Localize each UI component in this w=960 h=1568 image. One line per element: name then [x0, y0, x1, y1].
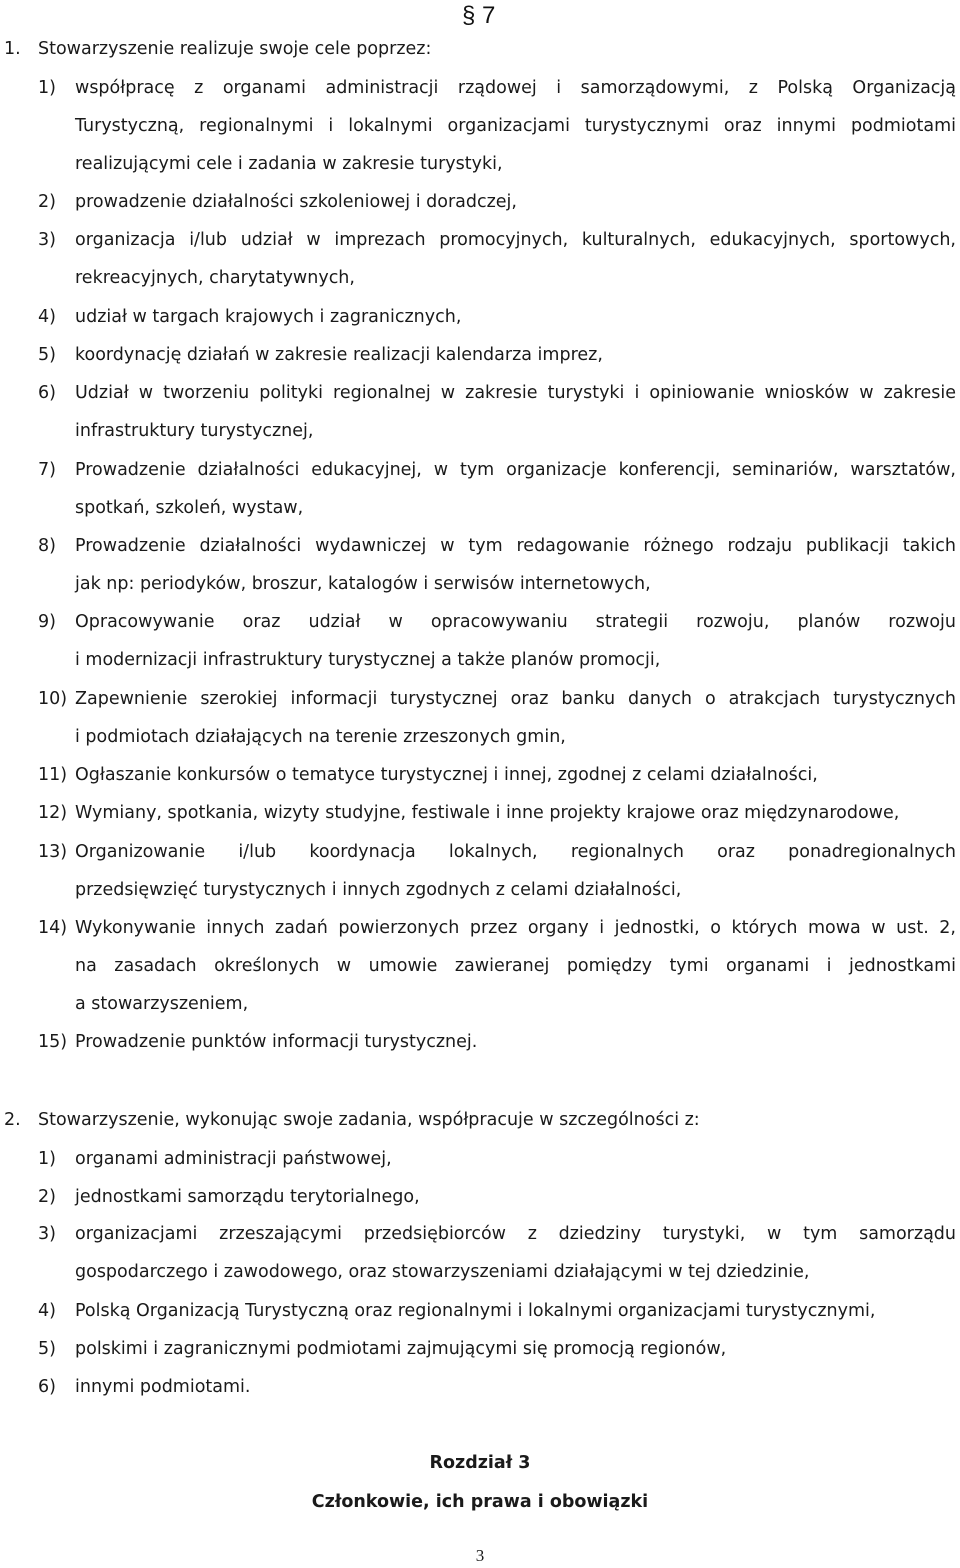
- list-item-line: Prowadzenie punktów informacji turystycznej.: [75, 1032, 478, 1052]
- point-1-number: 1.: [4, 39, 21, 59]
- list-item-number: 10): [38, 689, 68, 709]
- list-item-line: Turystyczną, regionalnymi i lokalnymi organizacjami turystycznymi oraz innymi podmiotami: [75, 116, 956, 136]
- point-2-number: 2.: [4, 1110, 21, 1130]
- list-item-line: Organizowanie i/lub koordynacja lokalnych, regionalnych oraz ponadregionalnych: [75, 842, 956, 862]
- list-item-line: udział w targach krajowych i zagranicznych,: [75, 307, 462, 327]
- list-item-line: infrastruktury turystycznej,: [75, 421, 314, 441]
- list-item-line: prowadzenie działalności szkoleniowej i doradczej,: [75, 192, 517, 212]
- list-item-line: spotkań, szkoleń, wystaw,: [75, 498, 304, 518]
- chapter-number: Rozdział 3: [429, 1453, 531, 1473]
- list-item-number: 11): [38, 765, 68, 785]
- list-item: [38, 916, 956, 1016]
- list-item-line: Zapewnienie szerokiej informacji turystycznej oraz banku danych o atrakcjach turystycznych: [75, 689, 956, 709]
- list-item-line: organami administracji państwowej,: [75, 1149, 392, 1169]
- list-item-line: organizacjami zrzeszającymi przedsiębiorców z dziedziny turystyki, w tym samorządu: [75, 1224, 956, 1244]
- list-item-line: a stowarzyszeniem,: [75, 994, 249, 1014]
- list-item: [38, 1147, 956, 1171]
- list-item: [38, 381, 956, 443]
- list-item-number: 12): [38, 803, 68, 823]
- list-item: [38, 534, 956, 596]
- list-item: [38, 1337, 956, 1361]
- list-item-line: koordynację działań w zakresie realizacji kalendarza imprez,: [75, 345, 603, 365]
- list-item-number: 3): [38, 230, 56, 250]
- list-item-number: 2): [38, 1187, 56, 1207]
- list-item-number: 5): [38, 1339, 56, 1359]
- list-item-line: polskimi i zagranicznymi podmiotami zajmującymi się promocją regionów,: [75, 1339, 727, 1359]
- list-item: [38, 1030, 956, 1054]
- list-item: [38, 1299, 956, 1323]
- list-item-number: 1): [38, 78, 56, 98]
- list-item-line: Polską Organizacją Turystyczną oraz regionalnymi i lokalnymi organizacjami turystycznymi,: [75, 1301, 876, 1321]
- page-number: 3: [475, 1546, 485, 1565]
- list-item: [38, 305, 956, 329]
- list-item: [38, 343, 956, 367]
- list-item-number: 3): [38, 1224, 56, 1244]
- list-item-line: rekreacyjnych, charytatywnych,: [75, 268, 355, 288]
- list-item: [38, 1375, 956, 1399]
- list-item: [38, 1185, 956, 1209]
- list-item-line: i modernizacji infrastruktury turystycznej a także planów promocji,: [75, 650, 661, 670]
- list-item-number: 7): [38, 460, 56, 480]
- list-item-line: Ogłaszanie konkursów o tematyce turystycznej i innej, zgodnej z celami działalności,: [75, 765, 818, 785]
- list-item-line: i podmiotach działających na terenie zrzeszonych gmin,: [75, 727, 566, 747]
- list-item-line: na zasadach określonych w umowie zawieranej pomiędzy tymi organami i jednostkami: [75, 956, 956, 976]
- list-item: [38, 1222, 956, 1284]
- list-item-line: Prowadzenie działalności wydawniczej w tym redagowanie różnego rodzaju publikacji takich: [75, 536, 956, 556]
- list-item-line: innymi podmiotami.: [75, 1377, 251, 1397]
- list-item: [38, 610, 956, 672]
- list-item: [38, 763, 956, 787]
- section-number: § 7: [462, 2, 496, 29]
- list-item: [38, 687, 956, 749]
- list-item: [38, 840, 956, 902]
- list-item-number: 5): [38, 345, 56, 365]
- list-item-number: 14): [38, 918, 68, 938]
- list-item: [38, 190, 956, 214]
- list-item: [38, 76, 956, 176]
- list-item-line: organizacja i/lub udział w imprezach promocyjnych, kulturalnych, edukacyjnych, sportowych,: [75, 230, 956, 250]
- list-item-line: Opracowywanie oraz udział w opracowywaniu strategii rozwoju, planów rozwoju: [75, 612, 956, 632]
- list-item-line: Udział w tworzeniu polityki regionalnej w zakresie turystyki i opiniowanie wniosków w zakresie: [75, 383, 956, 403]
- list-item-number: 1): [38, 1149, 56, 1169]
- list-item-number: 4): [38, 1301, 56, 1321]
- list-item-line: jednostkami samorządu terytorialnego,: [75, 1187, 420, 1207]
- list-item-line: gospodarczego i zawodowego, oraz stowarzyszeniami działającymi w tej dziedzinie,: [75, 1262, 810, 1282]
- list-item-number: 13): [38, 842, 68, 862]
- chapter-title: Członkowie, ich prawa i obowiązki: [311, 1492, 649, 1512]
- list-item-number: 8): [38, 536, 56, 556]
- list-item: [38, 458, 956, 520]
- point-2-heading: [4, 1108, 700, 1132]
- list-item-line: Prowadzenie działalności edukacyjnej, w tym organizacje konferencji, seminariów, warsztatów,: [75, 460, 956, 480]
- list-item-number: 9): [38, 612, 56, 632]
- list-item-line: Wymiany, spotkania, wizyty studyjne, festiwale i inne projekty krajowe oraz międzynarodowe,: [75, 803, 900, 823]
- list-item-number: 6): [38, 383, 56, 403]
- point-2-text: Stowarzyszenie, wykonując swoje zadania, współpracuje w szczególności z:: [38, 1110, 700, 1130]
- list-item-number: 6): [38, 1377, 56, 1397]
- list-item: [38, 801, 956, 825]
- list-item-number: 4): [38, 307, 56, 327]
- list-item-line: realizującymi cele i zadania w zakresie turystyki,: [75, 154, 503, 174]
- list-item-line: przedsięwzięć turystycznych i innych zgodnych z celami działalności,: [75, 880, 682, 900]
- list-item-line: Wykonywanie innych zadań powierzonych przez organy i jednostki, o których mowa w ust. 2,: [75, 918, 956, 938]
- point-1-text: Stowarzyszenie realizuje swoje cele poprzez:: [38, 39, 432, 59]
- point-1-heading: [4, 37, 431, 61]
- list-item-line: jak np: periodyków, broszur, katalogów i serwisów internetowych,: [75, 574, 651, 594]
- list-item: [38, 228, 956, 290]
- list-item-number: 15): [38, 1032, 68, 1052]
- list-item-line: współpracę z organami administracji rządowej i samorządowymi, z Polską Organizacją: [75, 78, 956, 98]
- list-item-number: 2): [38, 192, 56, 212]
